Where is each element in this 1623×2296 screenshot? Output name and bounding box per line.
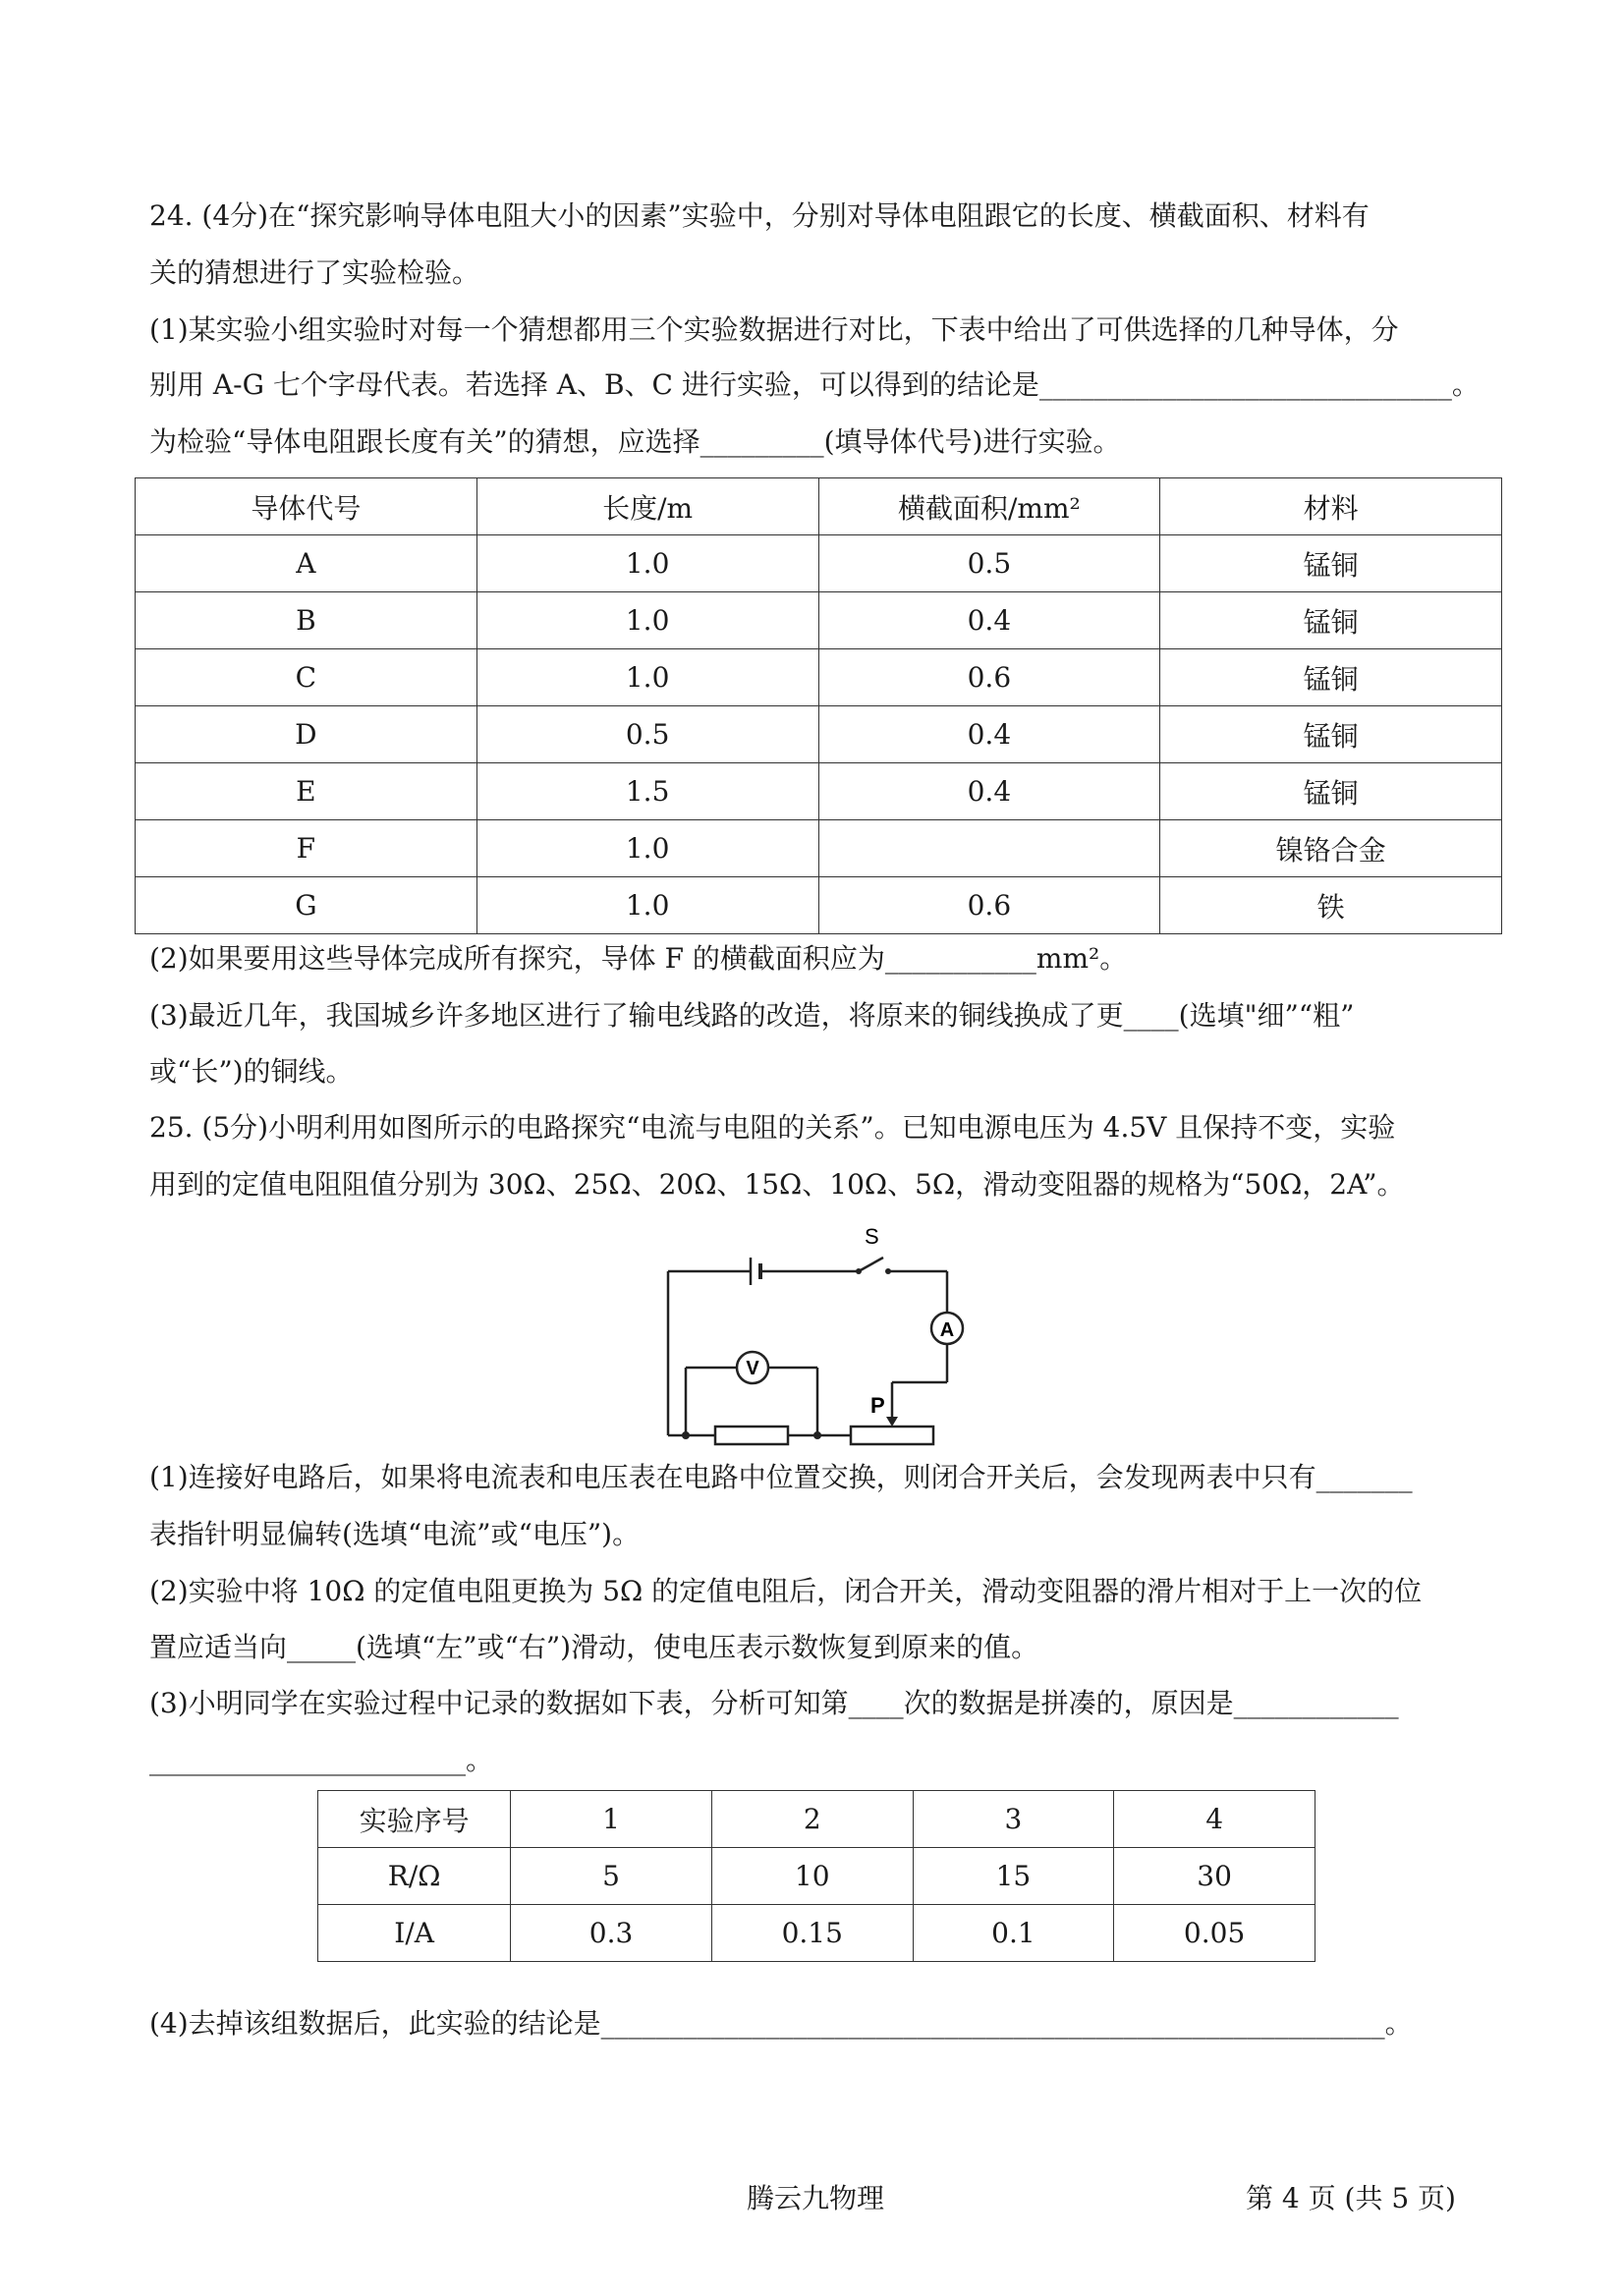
table-cell: 实验序号 [318, 1791, 511, 1848]
table-header-row [136, 478, 1502, 535]
table-cell: 5 [511, 1848, 712, 1905]
table-cell: 2 [711, 1791, 913, 1848]
q25-part3-line2: _______________________。 [149, 1744, 494, 1776]
q24-stem-line2: 关的猜想进行了实验检验。 [149, 256, 480, 289]
table-cell: 锰铜 [1160, 763, 1502, 820]
q24-stem-line1: 24. (4分)在“探究影响导体电阻大小的因素”实验中，分别对导体电阻跟它的长度、横截面积、材料有 [149, 199, 1370, 232]
table-cell: 0.4 [818, 763, 1160, 820]
table-row [136, 820, 1502, 877]
data-table [317, 1790, 1315, 1962]
q25-part2-line2: 置应适当向_____(选填“左”或“右”)滑动，使电压表示数恢复到原来的值。 [149, 1631, 1039, 1663]
table-cell: I/A [318, 1905, 511, 1962]
slider-label: P [870, 1393, 885, 1418]
table-row [136, 535, 1502, 592]
table-header-cell: 导体代号 [136, 478, 477, 535]
q25-part2-line1: (2)实验中将 10Ω 的定值电阻更换为 5Ω 的定值电阻后，闭合开关，滑动变阻器的滑片相对于上一次的位 [149, 1575, 1423, 1607]
table-cell: 0.6 [818, 649, 1160, 706]
table-cell-blank [818, 820, 1160, 877]
table-cell: 1 [511, 1791, 712, 1848]
table-cell: 镍铬合金 [1160, 820, 1502, 877]
q24-part2: (2)如果要用这些导体完成所有探究，导体 F 的横截面积应为___________mm²。 [149, 942, 1128, 975]
q25-part1-line1: (1)连接好电路后，如果将电流表和电压表在电路中位置交换，则闭合开关后，会发现两表中只有_______ [149, 1461, 1413, 1493]
switch-contact [856, 1268, 862, 1274]
table-row [136, 649, 1502, 706]
q24-part1-line2: 别用 A-G 七个字母代表。若选择 A、B、C 进行实验，可以得到的结论是______________________________。 [149, 368, 1480, 401]
table-cell: 铁 [1160, 877, 1502, 934]
table-cell: 1.0 [476, 649, 818, 706]
rheostat [851, 1427, 933, 1444]
q25-part3-line1: (3)小明同学在实验过程中记录的数据如下表，分析可知第____次的数据是拼凑的，原因是____________ [149, 1687, 1399, 1719]
table-cell: 0.15 [711, 1905, 913, 1962]
table-cell: 30 [1114, 1848, 1315, 1905]
table-cell: 1.0 [476, 592, 818, 649]
q24-part3-line1: (3)最近几年，我国城乡许多地区进行了输电线路的改造，将原来的铜线换成了更____(选填"细”“粗” [149, 999, 1355, 1032]
table-cell: 1.0 [476, 820, 818, 877]
table-cell: G [136, 877, 477, 934]
table-cell: 0.05 [1114, 1905, 1315, 1962]
table-header-cell: 材料 [1160, 478, 1502, 535]
table-cell: 0.5 [476, 706, 818, 763]
table-cell: A [136, 535, 477, 592]
junction-dot [813, 1431, 821, 1439]
junction-dot [682, 1431, 690, 1439]
fixed-resistor [715, 1427, 788, 1444]
table-cell: 锰铜 [1160, 649, 1502, 706]
q25-stem-line1: 25. (5分)小明利用如图所示的电路探究“电流与电阻的关系”。已知电源电压为 4.5V 且保持不变，实验 [149, 1111, 1396, 1144]
table-row [136, 877, 1502, 934]
table-cell: 4 [1114, 1791, 1315, 1848]
switch-label: S [865, 1224, 879, 1249]
table-cell: C [136, 649, 477, 706]
q24-part1-line1: (1)某实验小组实验时对每一个猜想都用三个实验数据进行对比，下表中给出了可供选择的几种导体，分 [149, 313, 1399, 346]
table-cell: 0.5 [818, 535, 1160, 592]
voltmeter-label: V [746, 1358, 759, 1379]
table-cell: 0.4 [818, 706, 1160, 763]
table-cell: D [136, 706, 477, 763]
table-cell: 1.0 [476, 877, 818, 934]
table-cell: 0.3 [511, 1905, 712, 1962]
table-cell: 锰铜 [1160, 706, 1502, 763]
q24-part3-line2: 或“长”)的铜线。 [149, 1055, 354, 1088]
table-cell: 0.1 [913, 1905, 1114, 1962]
table-cell: 0.4 [818, 592, 1160, 649]
table-cell: R/Ω [318, 1848, 511, 1905]
table-cell: 10 [711, 1848, 913, 1905]
table-cell: 锰铜 [1160, 535, 1502, 592]
table-cell: 15 [913, 1848, 1114, 1905]
q24-part1-line3: 为检验“导体电阻跟长度有关”的猜想，应选择_________(填导体代号)进行实验。 [149, 425, 1121, 458]
table-cell: E [136, 763, 477, 820]
table-row [136, 706, 1502, 763]
circuit-diagram [652, 1220, 977, 1456]
switch-contact [885, 1268, 891, 1274]
switch-blade [859, 1258, 883, 1271]
table-header-cell: 长度/m [476, 478, 818, 535]
conductor-table [135, 477, 1502, 934]
table-cell: 锰铜 [1160, 592, 1502, 649]
table-cell: 0.6 [818, 877, 1160, 934]
table-cell: B [136, 592, 477, 649]
table-cell: 3 [913, 1791, 1114, 1848]
slider-arrowhead [886, 1417, 898, 1427]
ammeter-label: A [939, 1319, 955, 1341]
q25-stem-line2: 用到的定值电阻阻值分别为 30Ω、25Ω、20Ω、15Ω、10Ω、5Ω，滑动变阻器的规格为“50Ω，2A”。 [149, 1168, 1405, 1201]
table-cell: 1.0 [476, 535, 818, 592]
table-row [318, 1848, 1315, 1905]
table-row [136, 592, 1502, 649]
table-row [318, 1791, 1315, 1848]
footer-source: 腾云九物理 [747, 2182, 885, 2214]
q25-part4: (4)去掉该组数据后，此实验的结论是_________________________________________________________。 [149, 2007, 1413, 2040]
table-cell: F [136, 820, 477, 877]
footer-page-number: 第 4 页 (共 5 页) [1246, 2182, 1456, 2214]
table-header-cell: 横截面积/mm² [818, 478, 1160, 535]
table-row [136, 763, 1502, 820]
q25-part1-line2: 表指针明显偏转(选填“电流”或“电压”)。 [149, 1518, 641, 1550]
table-row [318, 1905, 1315, 1962]
table-cell: 1.5 [476, 763, 818, 820]
